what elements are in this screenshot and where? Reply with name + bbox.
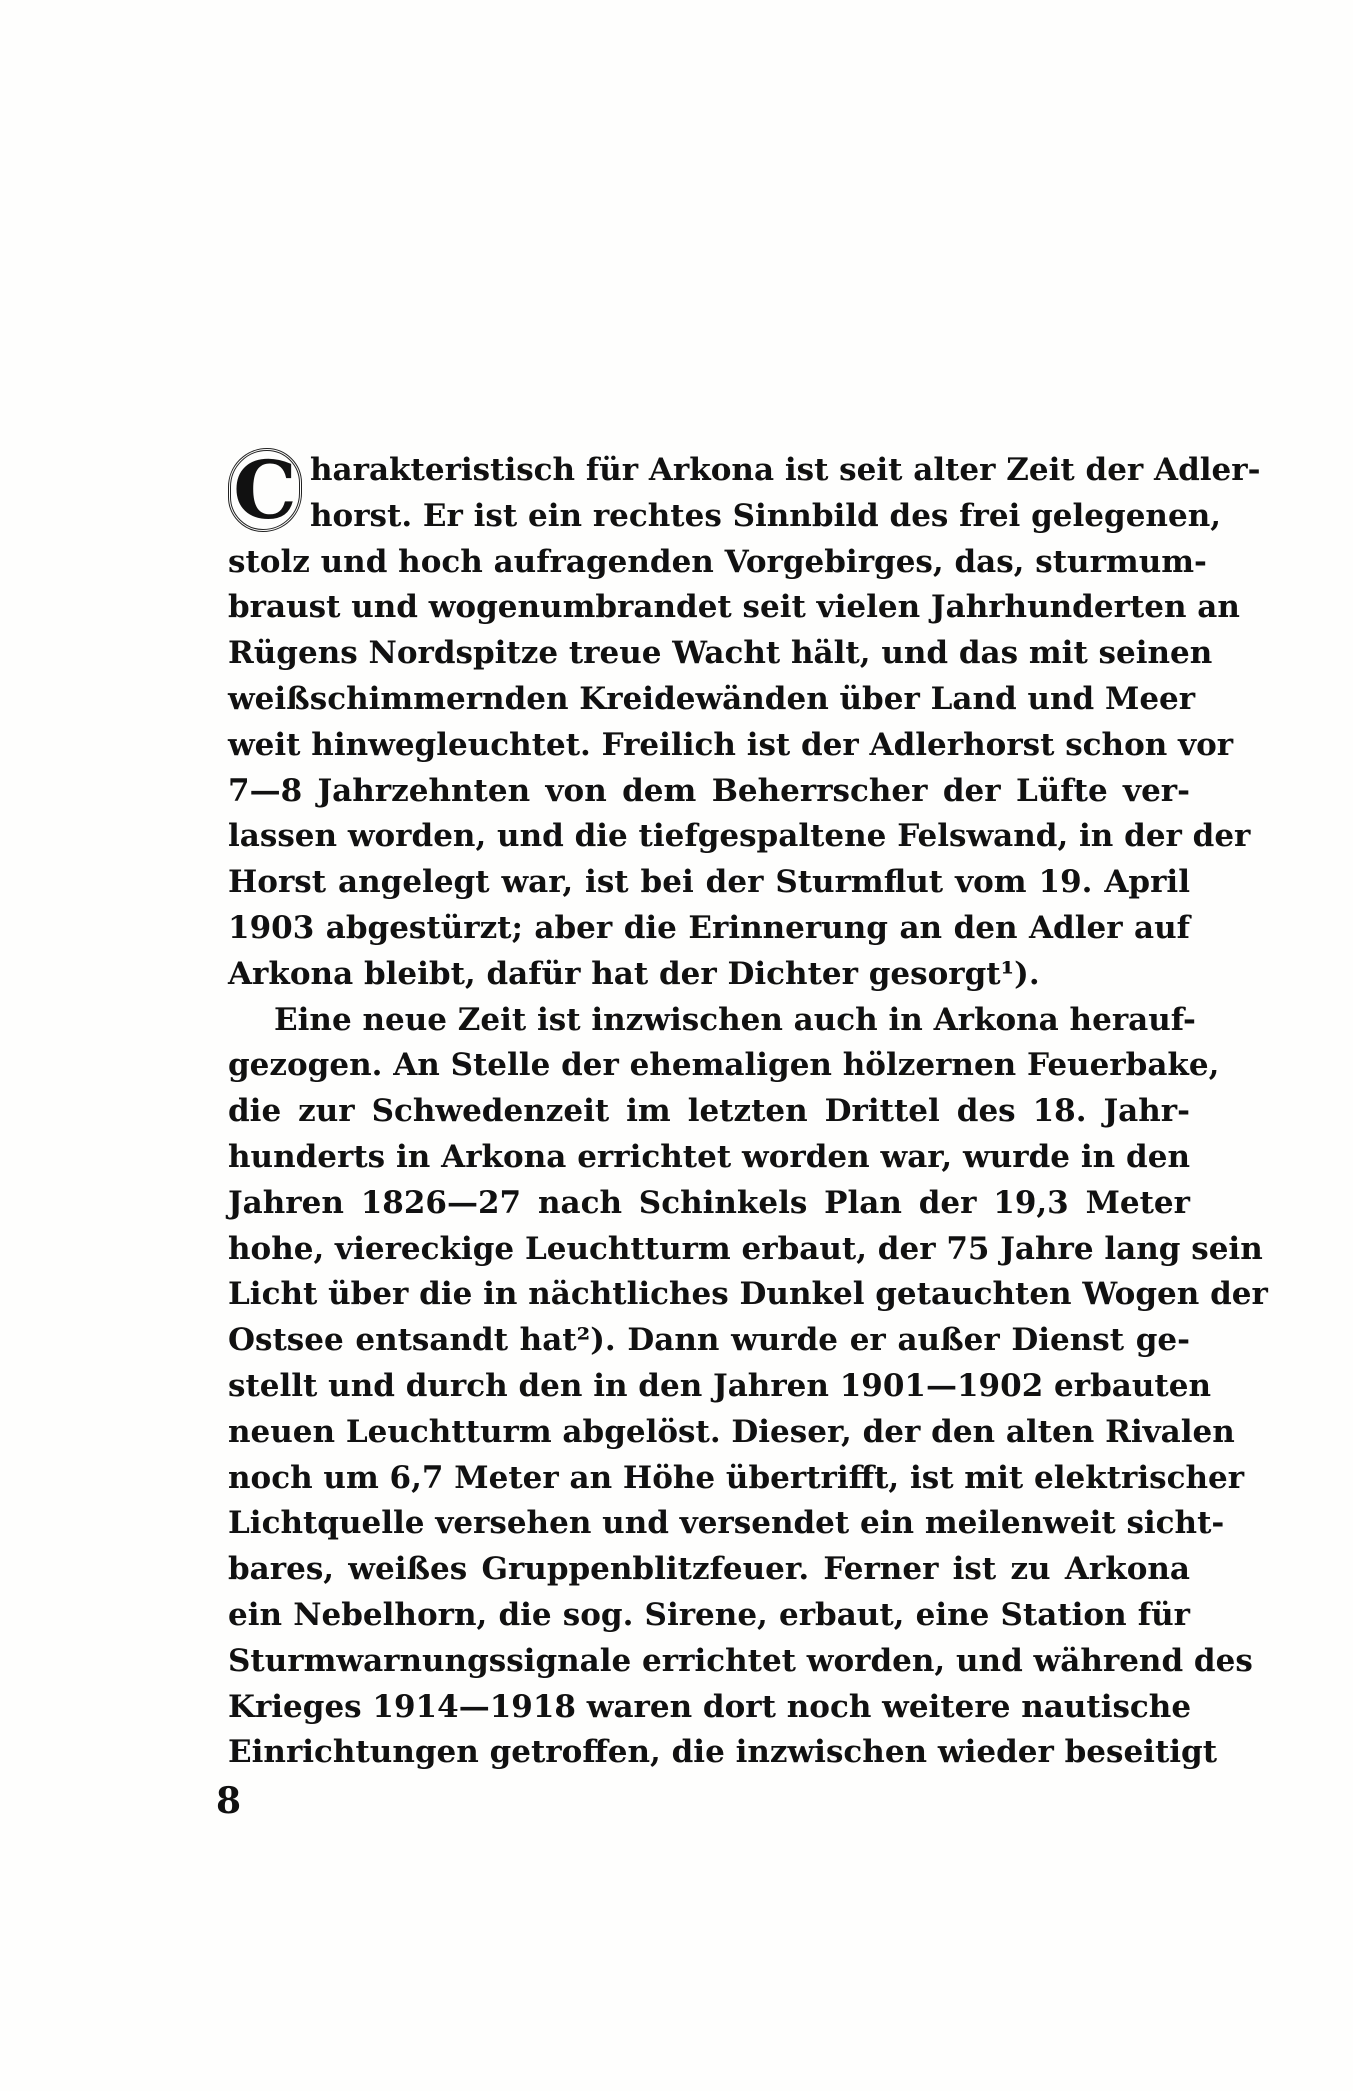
text-line: neuen Leuchtturm abgelöst. Dieser, der den alten Rivalen — [228, 1413, 1235, 1450]
text-line: Licht über die in nächtliches Dunkel getauchten Wogen der — [228, 1276, 1268, 1313]
text-line: hunderts in Arkona errichtet worden war, wurde in den — [228, 1138, 1190, 1175]
text-line: die zur Schwedenzeit im letzten Drittel des 18. Jahr- — [228, 1093, 1190, 1130]
body-text — [228, 443, 1268, 1776]
text-line: Krieges 1914—1918 waren dort noch weitere nautische — [228, 1688, 1192, 1725]
text-line: Horst angelegt war, ist bei der Sturmflut vom 19. April — [228, 864, 1190, 901]
page-number: 8 — [216, 1780, 242, 1822]
text-line: 7—8 Jahrzehnten von dem Beherrscher der Lüfte ver- — [228, 772, 1190, 809]
text-line: noch um 6,7 Meter an Höhe übertrifft, ist mit elektrischer — [228, 1459, 1245, 1496]
opening-paragraph-start — [228, 443, 1261, 540]
text-line: gezogen. An Stelle der ehemaligen hölzernen Feuerbake, — [228, 1047, 1220, 1084]
text-line: Jahren 1826—27 nach Schinkels Plan der 19,3 Meter — [228, 1184, 1190, 1221]
text-line: horst. Er ist ein rechtes Sinnbild des frei gelegenen, — [310, 497, 1222, 534]
text-line: stolz und hoch aufragenden Vorgebirges, das, sturmum- — [228, 543, 1207, 580]
text-line: hohe, viereckige Leuchtturm erbaut, der 75 Jahre lang sein — [228, 1230, 1263, 1267]
text-line: Rügens Nordspitze treue Wacht hält, und das mit seinen — [228, 635, 1213, 672]
drop-cap: C — [228, 448, 302, 532]
text-line: Arkona bleibt, dafür hat der Dichter gesorgt¹). — [228, 955, 1040, 992]
text-line: Einrichtungen getroffen, die inzwischen wieder beseitigt — [228, 1734, 1218, 1771]
text-line: lassen worden, und die tiefgespaltene Felswand, in der der — [228, 818, 1251, 855]
text-line: Lichtquelle versehen und versendet ein meilenweit sicht- — [228, 1505, 1225, 1542]
text-line: stellt und durch den in den Jahren 1901—1902 erbauten — [228, 1367, 1211, 1404]
text-line: weit hinwegleuchtet. Freilich ist der Adlerhorst schon vor — [228, 726, 1234, 763]
text-line: bares, weißes Gruppenblitzfeuer. Ferner ist zu Arkona — [228, 1551, 1190, 1588]
text-line: harakteristisch für Arkona ist seit alter Zeit der Adler- — [310, 452, 1261, 488]
text-line: braust und wogenumbrandet seit vielen Jahrhunderten an — [228, 589, 1240, 626]
text-line: ein Nebelhorn, die sog. Sirene, erbaut, eine Station für — [228, 1596, 1190, 1633]
text-line: 1903 abgestürzt; aber die Erinnerung an den Adler auf — [228, 909, 1190, 946]
text-line: weißschimmernden Kreidewänden über Land und Meer — [228, 680, 1196, 717]
text-line: Eine neue Zeit ist inzwischen auch in Arkona herauf- — [274, 1001, 1196, 1038]
text-line: Ostsee entsandt hat²). Dann wurde er außer Dienst ge- — [228, 1322, 1190, 1359]
text-line: Sturmwarnungssignale errichtet worden, und während des — [228, 1642, 1253, 1679]
